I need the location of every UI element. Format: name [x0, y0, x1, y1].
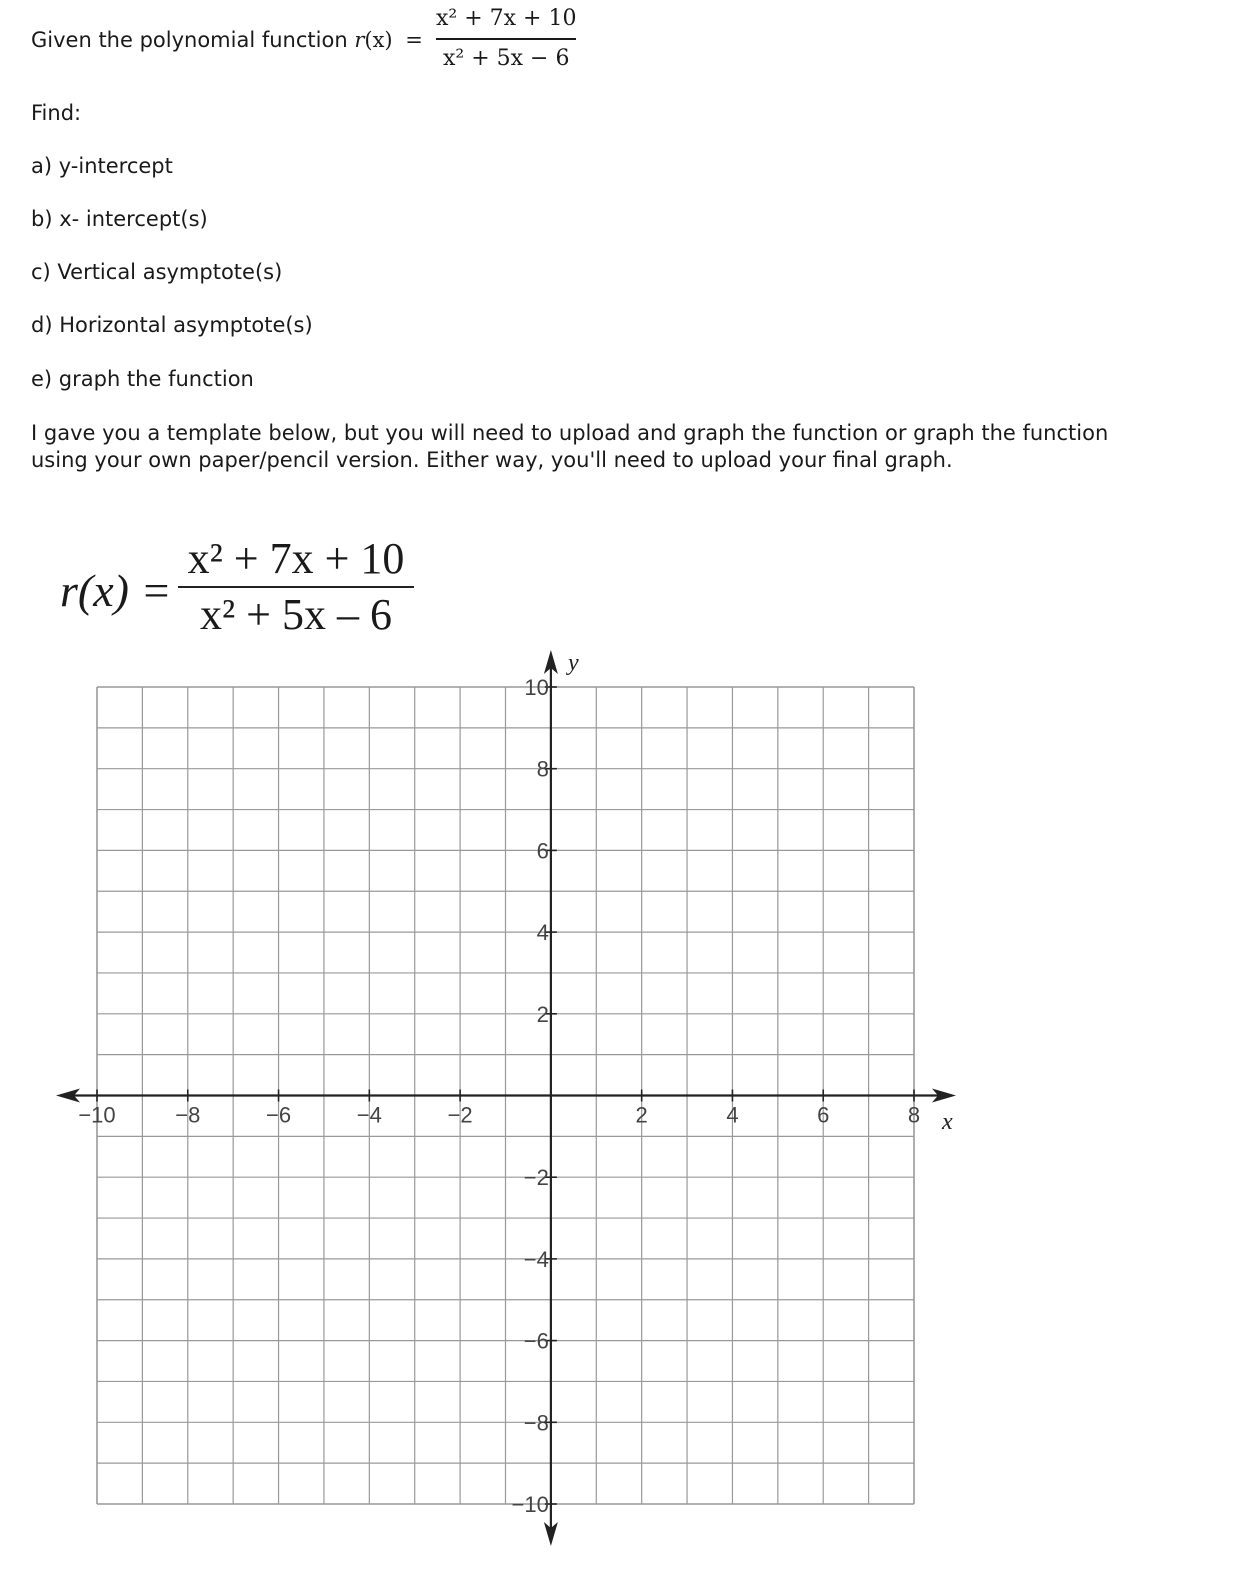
function-name: r [354, 28, 365, 52]
part-d: d) Horizontal asymptote(s) [31, 313, 313, 337]
fraction-bar [436, 38, 576, 40]
y-tick-label: 2 [536, 1001, 549, 1027]
y-tick-label: 10 [524, 675, 549, 700]
x-tick-label: −4 [356, 1102, 382, 1128]
graph-template [40, 640, 980, 1560]
part-b: b) x- intercept(s) [31, 207, 208, 231]
x-tick-label: −2 [447, 1102, 473, 1128]
template-numerator: x² + 7x + 10 [187, 534, 405, 583]
fraction-denominator: x² + 5x − 6 [443, 45, 570, 71]
x-tick-label: 4 [726, 1102, 739, 1128]
y-tick-label: 6 [536, 838, 549, 864]
y-tick-label: −2 [523, 1165, 549, 1191]
fraction-numerator: x² + 7x + 10 [436, 6, 577, 31]
part-e: e) graph the function [31, 367, 254, 391]
y-axis-label: y [568, 650, 579, 676]
x-tick-label: 2 [635, 1102, 648, 1128]
y-tick-label: −6 [523, 1328, 549, 1354]
x-tick-label: −10 [78, 1102, 116, 1128]
x-tick-label: 8 [907, 1102, 921, 1128]
find-label: Find: [31, 101, 82, 125]
y-tick-label: −4 [523, 1246, 549, 1272]
template-denominator: x² + 5x – 6 [199, 590, 392, 639]
x-axis-label: x [942, 1109, 953, 1135]
function-variable: (x) [364, 28, 393, 52]
template-fraction [178, 534, 414, 640]
y-tick-label: 4 [536, 920, 549, 946]
x-tick-label: −6 [266, 1102, 292, 1128]
equals-sign: = [405, 28, 423, 52]
y-tick-label: 8 [536, 756, 549, 782]
part-a: a) y-intercept [31, 154, 173, 178]
question-line [31, 27, 423, 53]
template-fraction-bar [178, 586, 414, 588]
x-tick-label: 6 [817, 1102, 830, 1128]
question-fraction [436, 5, 576, 73]
question-intro: Given the polynomial function [31, 28, 348, 52]
instructions: I gave you a template below, but you will need to upload and graph the function or graph the function using your own paper/pencil version. Either way, you'll need to upload your final graph. [31, 421, 1109, 472]
y-tick-label: −10 [511, 1492, 549, 1517]
part-c: c) Vertical asymptote(s) [31, 260, 283, 284]
y-tick-label: −8 [523, 1410, 549, 1436]
template-formula-lhs: r(x) = [60, 565, 172, 616]
x-tick-label: −8 [175, 1102, 201, 1128]
